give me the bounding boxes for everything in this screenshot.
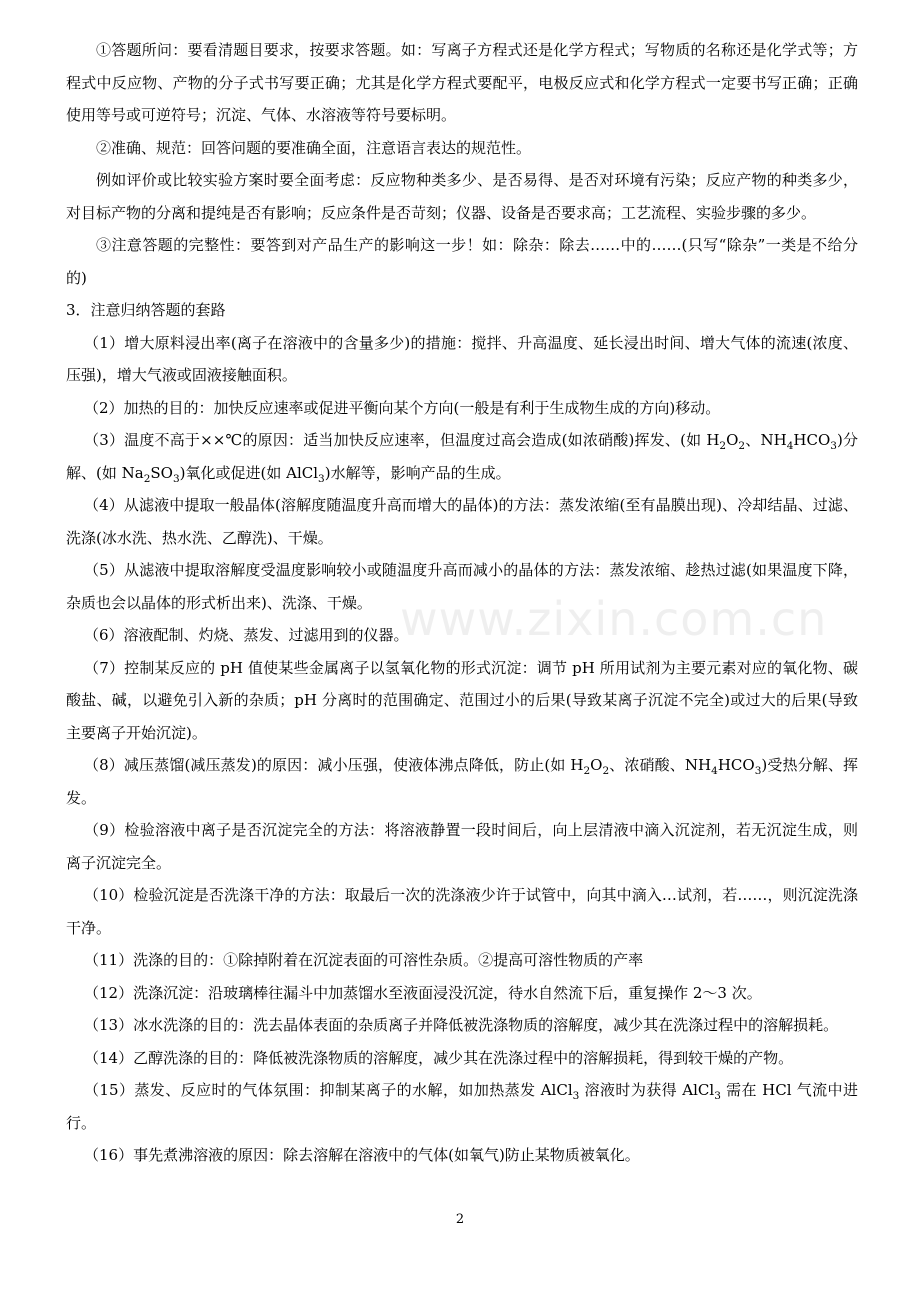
paragraph [66,879,858,944]
paragraph [66,327,858,392]
section-heading [66,294,858,327]
text-run: )分解、(如 Na [66,431,858,482]
text-run: （3）温度不高于××℃的原因：适当加快反应速率，但温度过高会造成(如浓硝酸)挥发、(如 H [84,431,720,449]
text-run: （5）从滤液中提取溶解度受温度影响较小或随温度升高而减小的晶体的方法：蒸发浓缩、趁热过滤(如果温度下降，杂质也会以晶体的形式析出来)、洗涤、干燥。 [66,561,858,612]
text-run: （16）事先煮沸溶液的原因：除去溶解在溶液中的气体(如氧气)防止某物质被氧化。 [84,1146,640,1164]
subscript: 4 [786,440,794,452]
document-body [66,34,858,1172]
text-run: （6）溶液配制、灼烧、蒸发、过滤用到的仪器。 [84,626,409,644]
subscript: 2 [583,765,591,777]
subscript: 2 [602,765,610,777]
text-run: 、浓硝酸、NH [609,756,712,774]
watermark: www.zixin.com.cn [400,592,828,646]
subscript: 3 [172,472,180,485]
text-run: HCO [793,431,831,449]
paragraph [66,944,858,977]
text-run: （10）检验沉淀是否洗涤干净的方法：取最后一次的洗涤液少许于试管中，向其中滴入…试剂，若……，则沉淀洗涤干净。 [66,886,858,937]
text-run: （1）增大原料浸出率(离子在溶液中的含量多少)的措施：搅拌、升高温度、延长浸出时间、增大气体的流速(浓度、压强)，增大气液或固液接触面积。 [66,333,858,384]
paragraph [66,34,858,132]
paragraph [66,1009,858,1042]
paragraph [66,619,858,652]
paragraph [66,1074,858,1139]
text-run: （7）控制某反应的 pH 值使某些金属离子以氢氧化物的形式沉淀：调节 pH 所用试剂为主要元素对应的氧化物、碳酸盐、碱，以避免引入新的杂质；pH 分离时的范围确定、范围过小的后果(导致某离子沉淀不完全)或过大的后果(导致主要离子开始沉淀)。 [66,658,858,742]
text-run: )受热分解、挥发。 [66,756,859,807]
paragraph [66,749,858,814]
text-run: （2）加热的目的：加快反应速率或促进平衡向某个方向(一般是有利于生成物生成的方向)移动。 [84,398,721,417]
text-run: （8）减压蒸馏(减压蒸发)的原因：减小压强，使液体沸点降低，防止(如 H [84,756,584,774]
paragraph [66,424,858,489]
subscript: 2 [143,472,151,485]
paragraph [66,1042,858,1075]
text-run: SO [150,463,173,482]
text-run: （4）从滤液中提取一般晶体(溶解度随温度升高而增大的晶体)的方法：蒸发浓缩(至有晶膜出现)、冷却结晶、过滤、洗涤(冰水洗、热水洗、乙醇洗)、干燥。 [66,496,858,547]
page-number: 2 [455,1212,465,1227]
text-run: )氧化或促进(如 AlCl [179,463,319,482]
paragraph [66,392,858,425]
text-run: ②准确、规范：回答问题的要准确全面，注意语言表达的规范性。 [96,138,532,157]
text-run: （13）冰水洗涤的目的：洗去晶体表面的杂质离子并降低被洗涤物质的溶解度，减少其在洗涤过程中的溶解损耗。 [84,1016,839,1034]
text-run: 、NH [745,431,787,449]
subscript: 3 [714,1090,721,1102]
subscript: 3 [572,1090,580,1102]
text-run: （12）洗涤沉淀：沿玻璃棒往漏斗中加蒸馏水至液面浸没沉淀，待水自然流下后，重复操作 2～3 次。 [84,983,762,1002]
text-run: ③注意答题的完整性：要答到对产品生产的影响这一步！如：除杂：除去……中的……(只写“除杂”一类是不给分的) [66,236,858,287]
text-run: （14）乙醇洗涤的目的：降低被洗涤物质的溶解度，减少其在洗涤过程中的溶解损耗，得到较干燥的产物。 [84,1048,794,1067]
paragraph [66,554,858,619]
paragraph [66,132,858,165]
text-run: )水解等，影响产品的生成。 [324,463,511,482]
subscript: 2 [719,440,727,452]
subscript: 3 [754,765,762,777]
text-run: 溶液时为获得 AlCl [579,1081,715,1099]
paragraph [66,489,858,554]
paragraph [66,814,858,879]
text-run: HCO [717,756,755,774]
text-run: O [590,756,603,774]
subscript: 2 [738,440,746,452]
text-run: （11）洗涤的目的：①除掉附着在沉淀表面的可溶性杂质。②提高可溶性物质的产率 [84,951,644,969]
text-run: 例如评价或比较实验方案时要全面考虑：反应物种类多少、是否易得、是否对环境有污染；反应产物的种类多少，对目标产物的分离和提纯是否有影响；反应条件是否苛刻；仪器、设备是否要求高；工艺流程、实验步骤的多少。 [66,171,858,222]
subscript: 3 [318,472,325,485]
text-run: O [726,431,739,449]
paragraph [66,1139,858,1172]
paragraph [66,977,858,1010]
paragraph [66,164,858,229]
paragraph [66,652,858,750]
text-run: （9）检验溶液中离子是否沉淀完全的方法：将溶液静置一段时间后，向上层清液中滴入沉淀剂，若无沉淀生成，则离子沉淀完全。 [66,821,858,872]
paragraph [66,229,858,294]
text-run: ①答题所问：要看清题目要求，按要求答题。如：写离子方程式还是化学方程式；写物质的名称还是化学式等；方程式中反应物、产物的分子式书写要正确；尤其是化学方程式要配平，电极反应式和化学方程式一定要书写正确；正确使用等号或可逆符号；沉淀、气体、水溶液等符号要标明。 [66,41,858,124]
text-run: 需在 HCl 气流中进行。 [66,1081,858,1132]
text-run: 3．注意归纳答题的套路 [66,301,226,319]
text-run: （15）蒸发、反应时的气体氛围：抑制某离子的水解，如加热蒸发 AlCl [84,1081,573,1099]
subscript: 4 [711,765,718,777]
subscript: 3 [830,440,837,452]
